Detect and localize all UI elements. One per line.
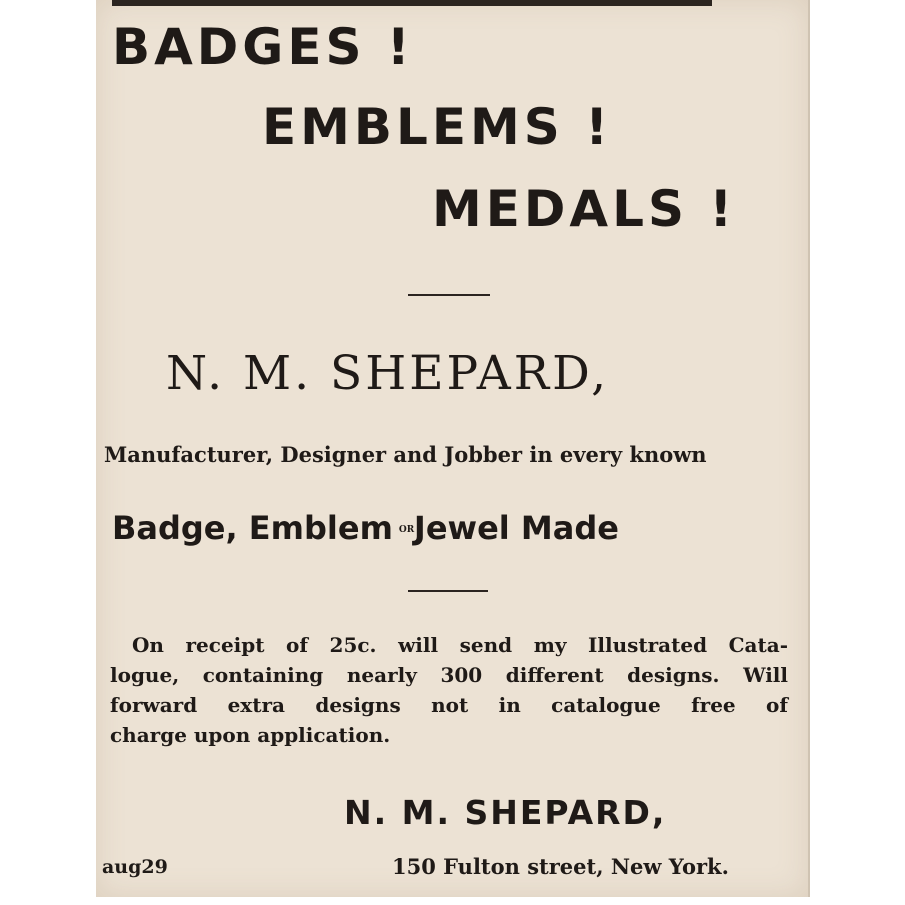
products-part-1: Badge, Emblem — [112, 509, 393, 547]
issue-code: aug29 — [102, 856, 168, 878]
products-line — [112, 509, 619, 547]
headline-badges: BADGES ! — [112, 18, 414, 76]
body-paragraph — [110, 630, 788, 750]
signature-name: N. M. SHEPARD, — [344, 793, 667, 832]
headline-emblems: EMBLEMS ! — [262, 98, 613, 156]
divider-rule-top — [408, 294, 490, 296]
address: 150 Fulton street, New York. — [392, 854, 729, 879]
body-line: On receipt of 25c. will send my Illustrated Cata- — [132, 633, 788, 657]
divider-rule-bottom — [408, 590, 488, 592]
products-part-2: Jewel Made — [413, 509, 619, 547]
body-line: forward extra designs not in catalogue free of — [110, 693, 788, 717]
tagline: Manufacturer, Designer and Jobber in every known — [104, 442, 707, 467]
products-or: OR — [398, 525, 415, 535]
newspaper-clipping — [96, 0, 810, 897]
body-line: logue, containing nearly 300 different designs. Will — [110, 663, 788, 687]
proprietor-name: N. M. SHEPARD, — [166, 346, 610, 401]
headline-medals: MEDALS ! — [432, 180, 737, 238]
body-line: charge upon application. — [110, 723, 391, 747]
top-border-rule — [112, 0, 712, 6]
